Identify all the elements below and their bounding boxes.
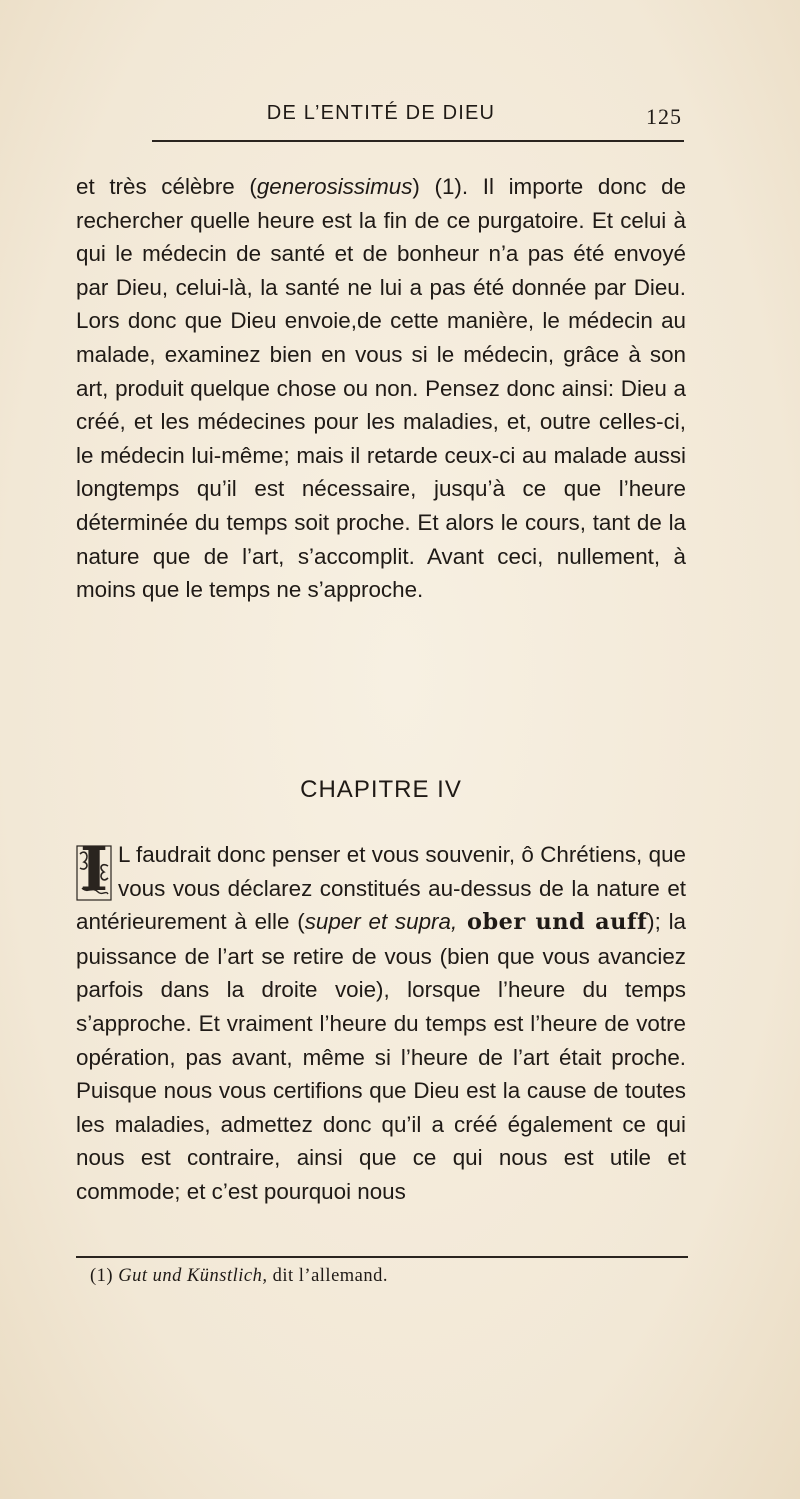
footnote-marker: (1) — [90, 1266, 119, 1286]
running-head — [76, 100, 686, 134]
footnote-rest: dit l’allemand. — [267, 1266, 389, 1286]
page-number: 125 — [646, 104, 682, 129]
paragraph-2-text — [76, 835, 687, 1209]
dropcap-letter: I — [79, 835, 109, 905]
p2-latin-phrase: super et supra, — [304, 909, 458, 935]
p2-start: L faudrait donc penser et vous souvenir, ô Chrétiens, que vous vous déclarez constitués au-dessus de la nature et antérieurement à elle ( — [76, 842, 686, 935]
footnote-italic: Gut und Künstlich, — [118, 1266, 268, 1286]
header-rule — [152, 140, 684, 142]
running-title: DE L’ENTITÉ DE DIEU — [266, 102, 496, 124]
p1-after-italic: ) (1). Il importe donc de rechercher quelle heure est la fin de ce purgatoire. Et celui à qui le médecin de santé et de bonheur n’a pas été envoyé par Dieu, celui-là, la santé ne lui a pas été donnée par Dieu. Lors donc que Dieu envoie,de cette manière, le médecin au malade, examinez bien en vous si le médecin, grâce à son art, produit quelque chose ou non. Pensez donc ainsi: Dieu a créé, et les médecines pour les maladies, et, outre celles-ci, le médecin lui-même; mais il retarde ceux-ci au malade aussi longtemps qu’il est nécessaire, jusqu’à ce que l’heure déterminée du temps soit proche. Et alors le cours, tant de la nature que de l’art, s’accomplit. Avant ceci, nullement, à moins que le temps ne s’approche. — [76, 174, 686, 603]
p1-italic-word: generosissimus — [256, 174, 413, 199]
p2-german-phrase: ober und auff — [457, 909, 648, 936]
chapter-heading: CHAPITRE IV — [300, 776, 462, 803]
footnote — [90, 1266, 388, 1287]
ornamental-dropcap — [76, 835, 112, 905]
paragraph-1 — [76, 170, 686, 607]
p2-rest: ); la puissance de l’art se retire de vous (bien que vous avanciez parfois dans la droite voie), lorsque l’heure du temps s’approche. Et vraiment l’heure du temps est l’heure de votre opération, pas avant, même si l’heure de l’art était proche. Puisque nous vous certifions que Dieu est la cause de toutes les maladies, admettez donc qu’il a créé également ce qui nous est contraire, ainsi que ce qui nous est utile et commode; et c’est pourquoi nous — [76, 909, 687, 1204]
paragraph-2 — [76, 835, 687, 1209]
paragraph-1-text — [76, 170, 686, 607]
p1-before-italic: et très célèbre ( — [76, 174, 257, 199]
footnote-rule — [76, 1256, 688, 1258]
